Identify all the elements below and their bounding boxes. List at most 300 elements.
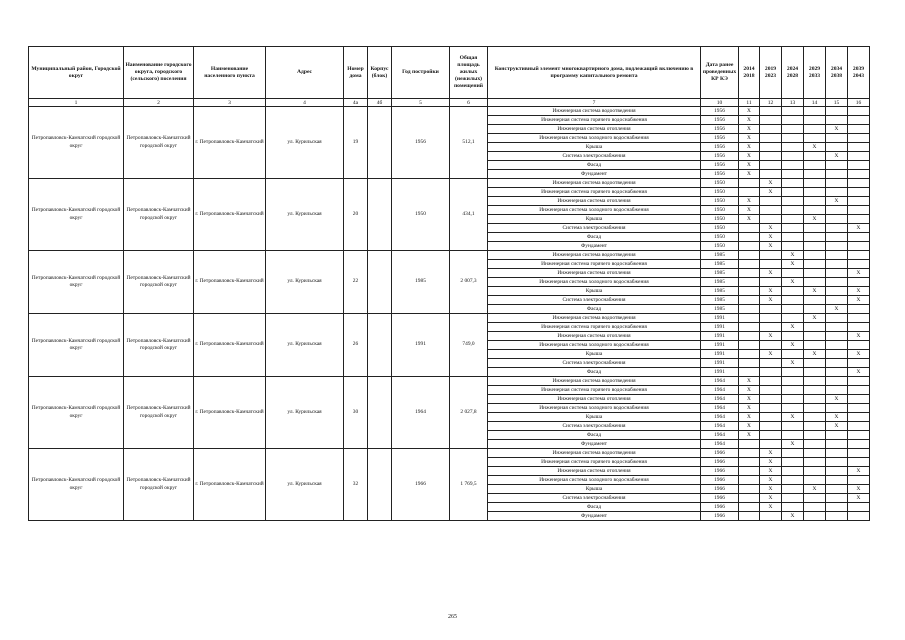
- period-mark-cell: [782, 386, 804, 395]
- district-cell: Петропавловск-Камчатский городской округ: [29, 107, 124, 179]
- period-mark-cell: X: [826, 197, 848, 206]
- period-mark-cell: [826, 377, 848, 386]
- period-mark-cell: [782, 431, 804, 440]
- period-mark-cell: X: [760, 287, 782, 296]
- repair-date-cell: 1950: [701, 233, 739, 242]
- repair-date-cell: 1956: [701, 161, 739, 170]
- period-mark-cell: [760, 404, 782, 413]
- period-mark-cell: [848, 125, 870, 134]
- repair-date-cell: 1991: [701, 332, 739, 341]
- table-row: [29, 107, 870, 116]
- period-mark-cell: [760, 314, 782, 323]
- repair-date-cell: 1950: [701, 242, 739, 251]
- period-mark-cell: [848, 260, 870, 269]
- period-mark-cell: [804, 413, 826, 422]
- period-mark-cell: X: [739, 206, 760, 215]
- period-mark-cell: [826, 296, 848, 305]
- period-mark-cell: [804, 116, 826, 125]
- header-period: 2019 2023: [760, 47, 782, 99]
- house-number-cell: 26: [344, 314, 368, 377]
- period-mark-cell: [804, 386, 826, 395]
- period-mark-cell: X: [782, 278, 804, 287]
- period-mark-cell: [848, 143, 870, 152]
- element-cell: Инженерная система водоотведения: [488, 449, 701, 458]
- repair-date-cell: 1966: [701, 503, 739, 512]
- settlement-cell: Петропавловск-Камчатский городской округ: [124, 449, 194, 521]
- period-mark-cell: [826, 431, 848, 440]
- period-mark-cell: [804, 368, 826, 377]
- period-mark-cell: [782, 134, 804, 143]
- period-mark-cell: [804, 152, 826, 161]
- period-mark-cell: [782, 296, 804, 305]
- period-mark-cell: [782, 242, 804, 251]
- repair-date-cell: 1950: [701, 206, 739, 215]
- period-mark-cell: [739, 494, 760, 503]
- period-mark-cell: X: [760, 332, 782, 341]
- element-cell: Инженерная система отопления: [488, 125, 701, 134]
- area-cell: 2 007,3: [450, 251, 488, 314]
- period-mark-cell: [804, 197, 826, 206]
- period-mark-cell: [760, 251, 782, 260]
- header-row: [29, 47, 870, 99]
- element-cell: Инженерная система водоотведения: [488, 251, 701, 260]
- house-number-cell: 22: [344, 251, 368, 314]
- period-mark-cell: [782, 215, 804, 224]
- period-mark-cell: [739, 512, 760, 521]
- element-cell: Инженерная система отопления: [488, 197, 701, 206]
- period-mark-cell: X: [739, 170, 760, 179]
- element-cell: Инженерная система холодного водоснабжения: [488, 134, 701, 143]
- period-mark-cell: [826, 386, 848, 395]
- repair-date-cell: 1964: [701, 440, 739, 449]
- period-mark-cell: X: [848, 269, 870, 278]
- period-mark-cell: [760, 143, 782, 152]
- repair-date-cell: 1964: [701, 431, 739, 440]
- period-mark-cell: X: [826, 125, 848, 134]
- period-mark-cell: [782, 314, 804, 323]
- repair-date-cell: 1956: [701, 152, 739, 161]
- period-mark-cell: [804, 242, 826, 251]
- period-mark-cell: [760, 134, 782, 143]
- period-mark-cell: [804, 251, 826, 260]
- repair-date-cell: 1950: [701, 179, 739, 188]
- period-mark-cell: [848, 422, 870, 431]
- period-mark-cell: [782, 485, 804, 494]
- element-cell: Инженерная система холодного водоснабжения: [488, 341, 701, 350]
- locality-cell: г. Петропавловск-Камчатский: [194, 179, 266, 251]
- period-mark-cell: [739, 296, 760, 305]
- period-mark-cell: [826, 494, 848, 503]
- period-mark-cell: X: [739, 377, 760, 386]
- period-mark-cell: [782, 107, 804, 116]
- period-mark-cell: [804, 134, 826, 143]
- period-mark-cell: [782, 350, 804, 359]
- repair-date-cell: 1985: [701, 251, 739, 260]
- element-cell: Инженерная система отопления: [488, 332, 701, 341]
- period-mark-cell: [782, 368, 804, 377]
- period-mark-cell: [826, 233, 848, 242]
- period-mark-cell: [782, 179, 804, 188]
- address-cell: ул. Курильская: [266, 251, 344, 314]
- period-mark-cell: X: [760, 188, 782, 197]
- period-mark-cell: [826, 170, 848, 179]
- period-mark-cell: X: [848, 296, 870, 305]
- repair-date-cell: 1966: [701, 485, 739, 494]
- period-mark-cell: X: [826, 305, 848, 314]
- construction-year-cell: 1950: [392, 179, 450, 251]
- period-mark-cell: [760, 125, 782, 134]
- period-mark-cell: [804, 224, 826, 233]
- repair-date-cell: 1950: [701, 215, 739, 224]
- period-mark-cell: [826, 224, 848, 233]
- repair-date-cell: 1964: [701, 404, 739, 413]
- period-mark-cell: [782, 269, 804, 278]
- period-mark-cell: [760, 278, 782, 287]
- period-mark-cell: [760, 260, 782, 269]
- period-mark-cell: [739, 314, 760, 323]
- settlement-cell: Петропавловск-Камчатский городской округ: [124, 251, 194, 314]
- element-cell: Инженерная система водоотведения: [488, 314, 701, 323]
- element-cell: Инженерная система отопления: [488, 395, 701, 404]
- element-cell: Инженерная система горячего водоснабжения: [488, 458, 701, 467]
- period-mark-cell: [782, 458, 804, 467]
- period-mark-cell: X: [760, 485, 782, 494]
- period-mark-cell: [804, 494, 826, 503]
- period-mark-cell: [804, 161, 826, 170]
- repair-date-cell: 1966: [701, 458, 739, 467]
- column-number: 6: [450, 99, 488, 107]
- house-number-cell: 19: [344, 107, 368, 179]
- period-mark-cell: [804, 512, 826, 521]
- period-mark-cell: [826, 368, 848, 377]
- area-cell: 749,0: [450, 314, 488, 377]
- period-mark-cell: [739, 287, 760, 296]
- period-mark-cell: [739, 341, 760, 350]
- period-mark-cell: X: [804, 350, 826, 359]
- period-mark-cell: [739, 188, 760, 197]
- period-mark-cell: [848, 458, 870, 467]
- element-cell: Крыша: [488, 143, 701, 152]
- period-mark-cell: [782, 395, 804, 404]
- period-mark-cell: [739, 224, 760, 233]
- period-mark-cell: X: [739, 404, 760, 413]
- repair-date-cell: 1964: [701, 422, 739, 431]
- period-mark-cell: [804, 107, 826, 116]
- period-mark-cell: [848, 161, 870, 170]
- period-mark-cell: [848, 404, 870, 413]
- period-mark-cell: X: [782, 260, 804, 269]
- element-cell: Крыша: [488, 485, 701, 494]
- house-number-cell: 20: [344, 179, 368, 251]
- period-mark-cell: X: [760, 458, 782, 467]
- period-mark-cell: [804, 431, 826, 440]
- period-mark-cell: X: [739, 143, 760, 152]
- period-mark-cell: X: [826, 395, 848, 404]
- period-mark-cell: [826, 323, 848, 332]
- period-mark-cell: X: [739, 215, 760, 224]
- period-mark-cell: [848, 305, 870, 314]
- period-mark-cell: X: [804, 215, 826, 224]
- period-mark-cell: [804, 467, 826, 476]
- period-mark-cell: X: [739, 422, 760, 431]
- period-mark-cell: [760, 116, 782, 125]
- period-mark-cell: [826, 251, 848, 260]
- period-mark-cell: [804, 377, 826, 386]
- period-mark-cell: [739, 242, 760, 251]
- column-number: 16: [848, 99, 870, 107]
- house-number-cell: 30: [344, 377, 368, 449]
- capital-repair-table: [28, 46, 870, 521]
- element-cell: Фундамент: [488, 440, 701, 449]
- period-mark-cell: [804, 449, 826, 458]
- period-mark-cell: [760, 368, 782, 377]
- period-mark-cell: X: [782, 512, 804, 521]
- repair-date-cell: 1985: [701, 305, 739, 314]
- period-mark-cell: [804, 476, 826, 485]
- address-cell: ул. Курильская: [266, 314, 344, 377]
- element-cell: Инженерная система холодного водоснабжения: [488, 278, 701, 287]
- settlement-cell: Петропавловск-Камчатский городской округ: [124, 314, 194, 377]
- period-mark-cell: [826, 485, 848, 494]
- column-number: 12: [760, 99, 782, 107]
- period-mark-cell: [760, 440, 782, 449]
- block-cell: [368, 449, 392, 521]
- repair-date-cell: 1956: [701, 107, 739, 116]
- table-row: [29, 314, 870, 323]
- period-mark-cell: [848, 206, 870, 215]
- period-mark-cell: [804, 395, 826, 404]
- period-mark-cell: [826, 116, 848, 125]
- district-cell: Петропавловск-Камчатский городской округ: [29, 251, 124, 314]
- element-cell: Система электроснабжения: [488, 152, 701, 161]
- element-cell: Инженерная система горячего водоснабжения: [488, 323, 701, 332]
- period-mark-cell: [804, 341, 826, 350]
- element-cell: Крыша: [488, 413, 701, 422]
- period-mark-cell: [804, 458, 826, 467]
- repair-date-cell: 1985: [701, 260, 739, 269]
- period-mark-cell: [782, 287, 804, 296]
- period-mark-cell: [760, 161, 782, 170]
- period-mark-cell: X: [739, 413, 760, 422]
- period-mark-cell: [782, 197, 804, 206]
- period-mark-cell: [848, 377, 870, 386]
- period-mark-cell: [782, 404, 804, 413]
- element-cell: Фундамент: [488, 242, 701, 251]
- column-number: 11: [739, 99, 760, 107]
- repair-date-cell: 1950: [701, 224, 739, 233]
- element-cell: Инженерная система водоотведения: [488, 107, 701, 116]
- period-mark-cell: [826, 215, 848, 224]
- period-mark-cell: X: [848, 224, 870, 233]
- element-cell: Система электроснабжения: [488, 359, 701, 368]
- period-mark-cell: [826, 467, 848, 476]
- element-cell: Крыша: [488, 215, 701, 224]
- district-cell: Петропавловск-Камчатский городской округ: [29, 179, 124, 251]
- period-mark-cell: [848, 314, 870, 323]
- district-cell: Петропавловск-Камчатский городской округ: [29, 377, 124, 449]
- period-mark-cell: X: [782, 359, 804, 368]
- construction-year-cell: 1985: [392, 251, 450, 314]
- district-cell: Петропавловск-Камчатский городской округ: [29, 449, 124, 521]
- repair-date-cell: 1964: [701, 413, 739, 422]
- period-mark-cell: X: [739, 197, 760, 206]
- period-mark-cell: X: [782, 440, 804, 449]
- period-mark-cell: [848, 512, 870, 521]
- period-mark-cell: [739, 278, 760, 287]
- period-mark-cell: [782, 332, 804, 341]
- column-number: 13: [782, 99, 804, 107]
- header-period: 2014 2018: [739, 47, 760, 99]
- element-cell: Инженерная система горячего водоснабжения: [488, 386, 701, 395]
- element-cell: Фасад: [488, 233, 701, 242]
- period-mark-cell: [782, 305, 804, 314]
- period-mark-cell: [804, 332, 826, 341]
- page-number: 265: [448, 614, 457, 620]
- period-mark-cell: [848, 242, 870, 251]
- repair-date-cell: 1956: [701, 134, 739, 143]
- period-mark-cell: X: [804, 143, 826, 152]
- period-mark-cell: [760, 305, 782, 314]
- element-cell: Фасад: [488, 503, 701, 512]
- period-mark-cell: [739, 332, 760, 341]
- period-mark-cell: [739, 368, 760, 377]
- element-cell: Фасад: [488, 368, 701, 377]
- repair-date-cell: 1950: [701, 197, 739, 206]
- column-number: 1: [29, 99, 124, 107]
- period-mark-cell: [782, 224, 804, 233]
- settlement-cell: Петропавловск-Камчатский городской округ: [124, 179, 194, 251]
- table-row: [29, 377, 870, 386]
- period-mark-cell: X: [826, 413, 848, 422]
- repair-date-cell: 1956: [701, 116, 739, 125]
- period-mark-cell: X: [804, 287, 826, 296]
- period-mark-cell: [739, 476, 760, 485]
- period-mark-cell: [782, 206, 804, 215]
- block-cell: [368, 251, 392, 314]
- period-mark-cell: X: [739, 116, 760, 125]
- period-mark-cell: [760, 413, 782, 422]
- period-mark-cell: [804, 296, 826, 305]
- address-cell: ул. Курильская: [266, 449, 344, 521]
- period-mark-cell: X: [826, 422, 848, 431]
- period-mark-cell: X: [848, 485, 870, 494]
- period-mark-cell: [782, 125, 804, 134]
- repair-date-cell: 1966: [701, 512, 739, 521]
- element-cell: Инженерная система отопления: [488, 269, 701, 278]
- period-mark-cell: [804, 269, 826, 278]
- element-cell: Инженерная система водоотведения: [488, 179, 701, 188]
- period-mark-cell: [739, 467, 760, 476]
- element-cell: Инженерная система горячего водоснабжения: [488, 116, 701, 125]
- period-mark-cell: [760, 170, 782, 179]
- repair-date-cell: 1964: [701, 395, 739, 404]
- header-locality: Наименование населенного пункта: [194, 47, 266, 99]
- period-mark-cell: [739, 233, 760, 242]
- column-number-row: [29, 99, 870, 107]
- period-mark-cell: [782, 188, 804, 197]
- period-mark-cell: [804, 359, 826, 368]
- period-mark-cell: [826, 332, 848, 341]
- period-mark-cell: [826, 350, 848, 359]
- element-cell: Фундамент: [488, 512, 701, 521]
- column-number: 4б: [368, 99, 392, 107]
- period-mark-cell: [739, 260, 760, 269]
- period-mark-cell: [826, 314, 848, 323]
- block-cell: [368, 314, 392, 377]
- locality-cell: г. Петропавловск-Камчатский: [194, 107, 266, 179]
- address-cell: ул. Курильская: [266, 377, 344, 449]
- repair-date-cell: 1966: [701, 476, 739, 485]
- column-number: 3: [194, 99, 266, 107]
- period-mark-cell: [739, 350, 760, 359]
- area-cell: 512,1: [450, 107, 488, 179]
- repair-date-cell: 1985: [701, 269, 739, 278]
- period-mark-cell: X: [739, 152, 760, 161]
- header-block: Корпус (блок): [368, 47, 392, 99]
- block-cell: [368, 179, 392, 251]
- period-mark-cell: X: [739, 161, 760, 170]
- period-mark-cell: [826, 512, 848, 521]
- period-mark-cell: [760, 215, 782, 224]
- construction-year-cell: 1966: [392, 449, 450, 521]
- period-mark-cell: X: [848, 368, 870, 377]
- element-cell: Инженерная система водоотведения: [488, 377, 701, 386]
- repair-date-cell: 1985: [701, 296, 739, 305]
- period-mark-cell: [804, 305, 826, 314]
- repair-date-cell: 1950: [701, 188, 739, 197]
- document-page: [28, 46, 870, 521]
- period-mark-cell: [782, 161, 804, 170]
- repair-date-cell: 1956: [701, 170, 739, 179]
- period-mark-cell: [760, 359, 782, 368]
- period-mark-cell: [826, 449, 848, 458]
- column-number: 15: [826, 99, 848, 107]
- period-mark-cell: X: [739, 134, 760, 143]
- table-row: [29, 251, 870, 260]
- element-cell: Фасад: [488, 305, 701, 314]
- period-mark-cell: [848, 233, 870, 242]
- repair-date-cell: 1966: [701, 494, 739, 503]
- area-cell: 434,1: [450, 179, 488, 251]
- period-mark-cell: X: [760, 449, 782, 458]
- period-mark-cell: [804, 260, 826, 269]
- period-mark-cell: [848, 341, 870, 350]
- repair-date-cell: 1956: [701, 125, 739, 134]
- construction-year-cell: 1991: [392, 314, 450, 377]
- period-mark-cell: [848, 134, 870, 143]
- header-period: 2029 2033: [804, 47, 826, 99]
- period-mark-cell: [739, 305, 760, 314]
- period-mark-cell: [782, 467, 804, 476]
- area-cell: 2 027,8: [450, 377, 488, 449]
- repair-date-cell: 1991: [701, 314, 739, 323]
- period-mark-cell: [848, 107, 870, 116]
- header-element: Конструктивный элемент многоквартирного дома, подлежащий включению в программу капитального ремонта: [488, 47, 701, 99]
- construction-year-cell: 1964: [392, 377, 450, 449]
- period-mark-cell: [739, 269, 760, 278]
- repair-date-cell: 1991: [701, 341, 739, 350]
- element-cell: Фундамент: [488, 170, 701, 179]
- period-mark-cell: [760, 341, 782, 350]
- period-mark-cell: X: [739, 395, 760, 404]
- period-mark-cell: [804, 188, 826, 197]
- repair-date-cell: 1956: [701, 143, 739, 152]
- element-cell: Фасад: [488, 161, 701, 170]
- period-mark-cell: X: [848, 350, 870, 359]
- period-mark-cell: [760, 395, 782, 404]
- period-mark-cell: X: [760, 242, 782, 251]
- block-cell: [368, 377, 392, 449]
